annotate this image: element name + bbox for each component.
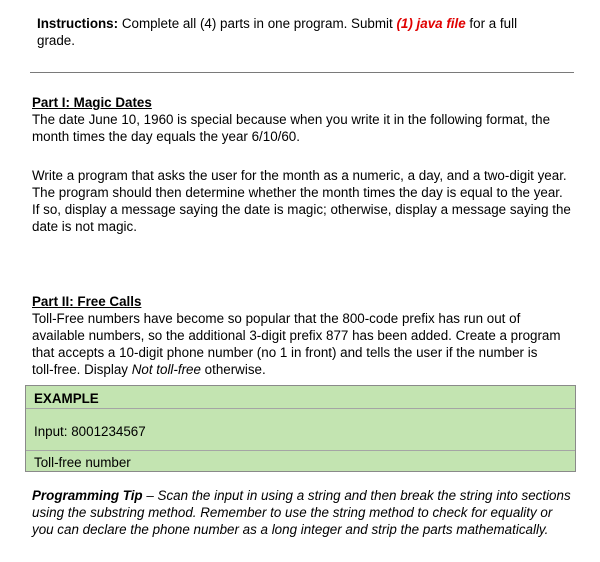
instructions-paragraph	[37, 15, 557, 49]
example-title: EXAMPLE	[34, 391, 99, 406]
instructions-text-after: for a full grade.	[37, 16, 518, 48]
example-table	[25, 385, 576, 472]
section-divider	[30, 72, 574, 73]
part1-task: Write a program that asks the user for the month as a numeric, a day, and a two-digit year. The program should then determine whether the month times the day is equal to the year. If so, display a message saying the date is magic; otherwise, display a message saying the date is not magic.	[32, 168, 571, 234]
instructions-highlight: (1) java file	[396, 16, 466, 31]
tip-text: – Scan the input in using a string and then break the string into sections using the substring method. Remember to use the string method to check for equality or you can declare the phone number as a long integer and strip the parts mathematically.	[32, 488, 571, 537]
part1-description: The date June 10, 1960 is special because when you write it in the following format, the month times the day equals the year 6/10/60.	[32, 112, 551, 144]
instructions-label: Instructions:	[37, 16, 119, 31]
part1-heading: Part I: Magic Dates	[32, 95, 152, 110]
part2-text-end: otherwise.	[200, 362, 266, 377]
programming-tip	[32, 487, 572, 538]
tip-label: Programming Tip	[32, 488, 143, 503]
part2-heading: Part II: Free Calls	[32, 294, 142, 309]
instructions-text-before: Complete all (4) parts in one program. Submit	[121, 16, 397, 31]
example-input-row	[26, 409, 575, 451]
part2-italic-text: Not toll-free	[131, 362, 201, 377]
part2-text: Toll-Free numbers have become so popular that the 800-code prefix has run out of available numbers, so the additional 3-digit prefix 877 has been added. Create a program that accepts a 10-digit phone number (no 1 in front) and tells the user if the number is toll-free. Display	[32, 311, 561, 377]
example-output-row	[26, 451, 575, 472]
example-input: Input: 8001234567	[34, 424, 146, 439]
example-output: Toll-free number	[34, 455, 131, 470]
example-title-row	[26, 386, 575, 409]
part2-description	[32, 310, 562, 378]
